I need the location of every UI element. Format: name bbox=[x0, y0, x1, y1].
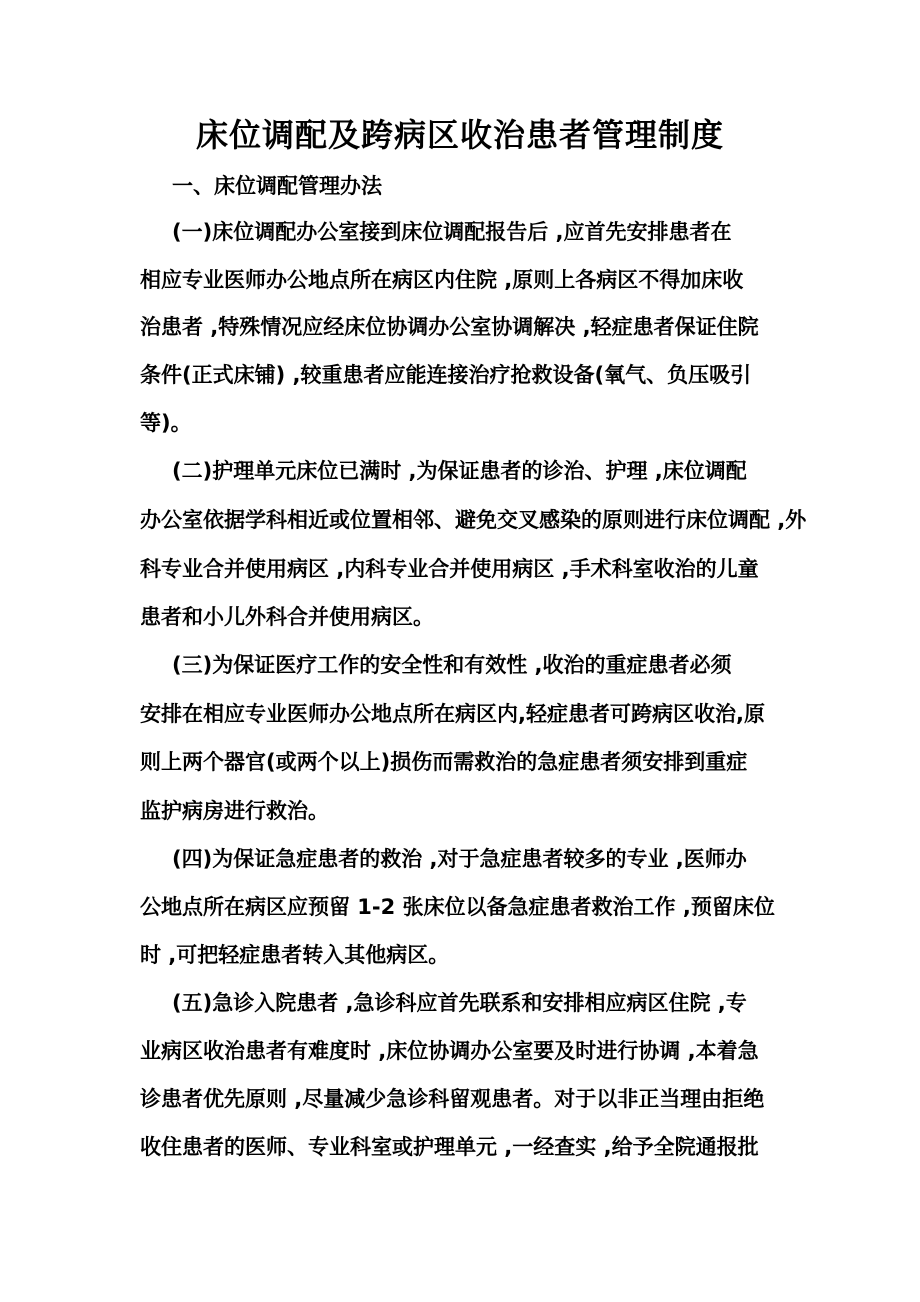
paragraph-line: 等)。 bbox=[140, 411, 192, 435]
paragraph-line: 科专业合并使用病区 ,内科专业合并使用病区 ,手术科室收治的儿童 bbox=[140, 557, 759, 581]
paragraph-line: 公地点所在病区应预留 1-2 张床位以备急症患者救治工作 ,预留床位 bbox=[140, 895, 775, 919]
paragraph-line: 诊患者优先原则 ,尽量减少急诊科留观患者。对于以非正当理由拒绝 bbox=[140, 1087, 765, 1111]
paragraph-line: 则上两个器官(或两个以上)损伤而需救治的急症患者须安排到重症 bbox=[140, 750, 748, 774]
paragraph-line: (五)急诊入院患者 ,急诊科应首先联系和安排相应病区住院 ,专 bbox=[172, 991, 747, 1015]
paragraph-line: 时 ,可把轻症患者转入其他病区。 bbox=[140, 943, 450, 967]
paragraph-line: (一)床位调配办公室接到床位调配报告后 ,应首先安排患者在 bbox=[172, 220, 732, 244]
paragraph-line: 安排在相应专业医师办公地点所在病区内,轻症患者可跨病区收治,原 bbox=[140, 702, 765, 726]
paragraph-line: (四)为保证急症患者的救治 ,对于急症患者较多的专业 ,医师办 bbox=[172, 847, 747, 871]
document-title: 床位调配及跨病区收治患者管理制度 bbox=[195, 116, 724, 154]
paragraph-line: 业病区收治患者有难度时 ,床位协调办公室要及时进行协调 ,本着急 bbox=[140, 1039, 759, 1063]
paragraph-line: 患者和小儿外科合并使用病区。 bbox=[140, 605, 434, 629]
paragraph-line: 相应专业医师办公地点所在病区内住院 ,原则上各病区不得加床收 bbox=[140, 268, 744, 292]
paragraph-line: 治患者 ,特殊情况应经床位协调办公室协调解决 ,轻症患者保证住院 bbox=[140, 315, 759, 339]
paragraph-line: 监护病房进行救治。 bbox=[140, 799, 329, 823]
paragraph-line: 办公室依据学科相近或位置相邻、避免交叉感染的原则进行床位调配 ,外 bbox=[140, 508, 807, 532]
section-heading: 一、床位调配管理办法 bbox=[172, 174, 382, 198]
paragraph-line: 收住患者的医师、专业科室或护理单元 ,一经查实 ,给予全院通报批 bbox=[140, 1135, 759, 1159]
paragraph-line: (二)护理单元床位已满时 ,为保证患者的诊治、护理 ,床位调配 bbox=[172, 459, 747, 483]
paragraph-line: (三)为保证医疗工作的安全性和有效性 ,收治的重症患者必须 bbox=[172, 653, 732, 677]
paragraph-line: 条件(正式床铺) ,较重患者应能连接治疗抢救设备(氧气、负压吸引 bbox=[140, 363, 752, 387]
